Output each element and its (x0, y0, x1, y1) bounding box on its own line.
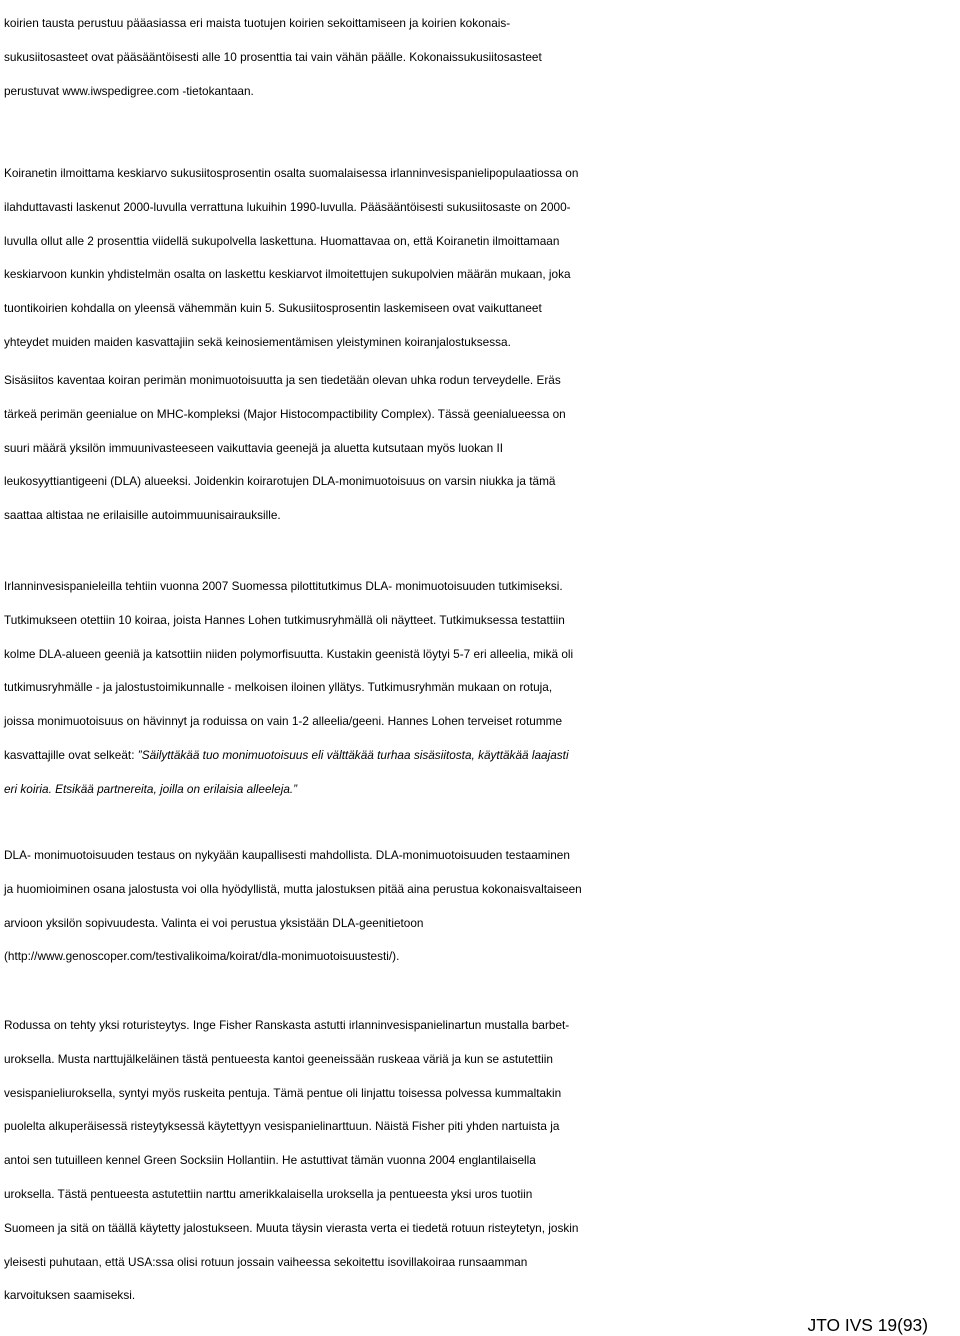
text-line (4, 604, 960, 638)
text-line (4, 1279, 960, 1313)
text-line (4, 705, 960, 739)
line-text: joissa monimuotoisuus on hävinnyt ja roduissa on vain 1-2 alleelia/geeni. Hannes Lohen terveiset rotumme (4, 714, 563, 729)
quote-text: eri koiria. Etsikää partnereita, joilla on erilaisia alleeleja.” (4, 781, 298, 796)
line-text: uroksella. Tästä pentueesta astutettiin narttu amerikkalaisella uroksella ja pentueesta yksi uros tuotiin (4, 1186, 533, 1201)
line-text: puolelta alkuperäisessä risteytyksessä käytettyyn vesispanielinarttuun. Näistä Fisher piti yhden nartuista ja (4, 1119, 560, 1134)
paragraph (4, 839, 960, 974)
line-text: Suomeen ja sitä on täällä käytetty jalostukseen. Muuta täysin vierasta verta ei tiedetä rotuun risteytetyn, joskin (4, 1220, 579, 1235)
text-line (4, 1246, 960, 1280)
line-text: saattaa altistaa ne erilaisille autoimmuunisairauksille. (4, 508, 281, 523)
text-line (4, 773, 960, 807)
paragraph (4, 570, 960, 807)
page-footer: JTO IVS 19(93) (807, 1315, 928, 1335)
line-text: suuri määrä yksilön immuunivasteeseen vaikuttavia geenejä ja aluetta kutsutaan myös luokan II (4, 440, 504, 455)
line-text: (http://www.genoscoper.com/testivalikoima/koirat/dla-monimuotoisuustesti/). (4, 949, 400, 964)
line-text: luvulla ollut alle 2 prosenttia viidellä sukupolvella laskettuna. Huomattavaa on, että Koiranetin ilmoittamaan (4, 233, 560, 248)
text-line (4, 499, 960, 533)
text-line (4, 1043, 960, 1077)
text-line (4, 157, 960, 191)
text-line (4, 1110, 960, 1144)
line-text: Sisäsiitos kaventaa koiran perimän monimuotoisuutta ja sen tiedetään olevan uhka rodun terveydelle. Eräs (4, 373, 561, 387)
text-line (4, 940, 960, 974)
paragraph (4, 1009, 960, 1313)
line-text: Irlanninvesispanieleilla tehtiin vuonna 2007 Suomessa pilottitutkimus DLA- monimuotoisuuden tutkimiseksi. (4, 579, 563, 593)
line-text: antoi sen tutuilleen kennel Green Socksiin Hollantiin. He astuttivat tämän vuonna 2004 englantilaisella (4, 1153, 536, 1168)
paragraph (4, 364, 960, 533)
text-line (4, 570, 960, 604)
line-text: tutkimusryhmälle - ja jalostustoimikunnalle - melkoisen iloinen yllätys. Tutkimusryhmän mukaan on rotuja, (4, 680, 553, 695)
paragraph (4, 157, 960, 360)
line-text: Tutkimukseen otettiin 10 koiraa, joista Hannes Lohen tutkimusryhmällä oli näytteet. Tutkimuksessa testattiin (4, 612, 565, 627)
text-line (4, 1009, 960, 1043)
line-text: ilahduttavasti laskenut 2000-luvulla verrattuna lukuihin 1990-luvulla. Pääsääntöisesti sukusiitosaste on 2000- (4, 199, 571, 214)
line-text: kolme DLA-alueen geeniä ja katsottiin niiden polymorfisuutta. Kustakin geenistä löytyi 5-7 eri alleelia, mikä oli (4, 646, 574, 661)
text-line (4, 225, 960, 259)
paragraph (4, 7, 960, 108)
text-line (4, 739, 960, 773)
line-text: tärkeä perimän geenialue on MHC-kompleksi (Major Histocompactibility Complex). Tässä geenialueessa on (4, 406, 566, 421)
text-line (4, 1178, 960, 1212)
line-text: yleisesti puhutaan, että USA:ssa olisi rotuun jossain vaiheessa sekoitettu isovillakoiraa runsaamman (4, 1254, 528, 1269)
text-line (4, 671, 960, 705)
text-line (4, 638, 960, 672)
text-line (4, 907, 960, 941)
text-line (4, 1077, 960, 1111)
line-text: tuontikoirien kohdalla on yleensä vähemmän kuin 5. Sukusiitosprosentin laskemiseen ovat vaikuttaneet (4, 301, 542, 316)
text-line (4, 41, 960, 75)
line-text: DLA- monimuotoisuuden testaus on nykyään kaupallisesti mahdollista. DLA-monimuotoisuuden testaaminen (4, 848, 570, 862)
line-text: perustuvat www.iwspedigree.com -tietokantaan. (4, 83, 254, 98)
line-text: uroksella. Musta narttujälkeläinen tästä pentueesta kantoi geeneissään ruskeaa väriä ja kun se astutettiin (4, 1051, 553, 1066)
line-text: Koiranetin ilmoittama keskiarvo sukusiitosprosentin osalta suomalaisessa irlanninvesispanielipopulaatiossa on (4, 166, 579, 180)
line-text: keskiarvoon kunkin yhdistelmän osalta on laskettu keskiarvot ilmoitettujen sukupolvien määrän mukaan, joka (4, 267, 571, 282)
line-text: karvoituksen saamiseksi. (4, 1288, 136, 1303)
line-text: kasvattajille ovat selkeät: (4, 747, 138, 762)
text-line (4, 873, 960, 907)
line-text: sukusiitosasteet ovat pääsääntöisesti alle 10 prosenttia tai vain vähän päälle. Kokonaissukusiitosasteet (4, 49, 542, 64)
line-text: Rodussa on tehty yksi roturisteytys. Inge Fisher Ranskasta astutti irlanninvesispanielinartun mustalla barbet- (4, 1018, 570, 1032)
line-text: koirien tausta perustuu pääasiassa eri maista tuotujen koirien sekoittamiseen ja koirien kokonais- (4, 16, 511, 30)
line-text: vesispanieliuroksella, syntyi myös ruskeita pentuja. Tämä pentue oli linjattu toisessa polvessa kummaltakin (4, 1085, 562, 1100)
text-line (4, 839, 960, 873)
text-line (4, 191, 960, 225)
line-text: leukosyyttiantigeeni (DLA) alueeksi. Joidenkin koirarotujen DLA-monimuotoisuus on varsin niukka ja tämä (4, 474, 556, 489)
text-line (4, 1212, 960, 1246)
line-text: yhteydet muiden maiden kasvattajiin sekä keinosiementämisen yleistyminen koiranjalostuksessa. (4, 334, 511, 349)
text-line (4, 292, 960, 326)
text-line (4, 1144, 960, 1178)
text-line (4, 75, 960, 109)
quote-text: ”Säilyttäkää tuo monimuotoisuus eli välttäkää turhaa sisäsiitosta, käyttäkää laajasti (137, 747, 569, 762)
text-line (4, 7, 960, 41)
text-line (4, 398, 960, 432)
line-text: arvioon yksilön sopivuudesta. Valinta ei voi perustua yksistään DLA-geenitietoon (4, 915, 424, 930)
line-text: ja huomioiminen osana jalostusta voi olla hyödyllistä, mutta jalostuksen pitää aina perustua kokonaisvaltaiseen (4, 881, 582, 896)
text-line (4, 465, 960, 499)
text-line (4, 432, 960, 466)
text-line (4, 364, 960, 398)
text-line (4, 326, 960, 360)
text-line (4, 258, 960, 292)
